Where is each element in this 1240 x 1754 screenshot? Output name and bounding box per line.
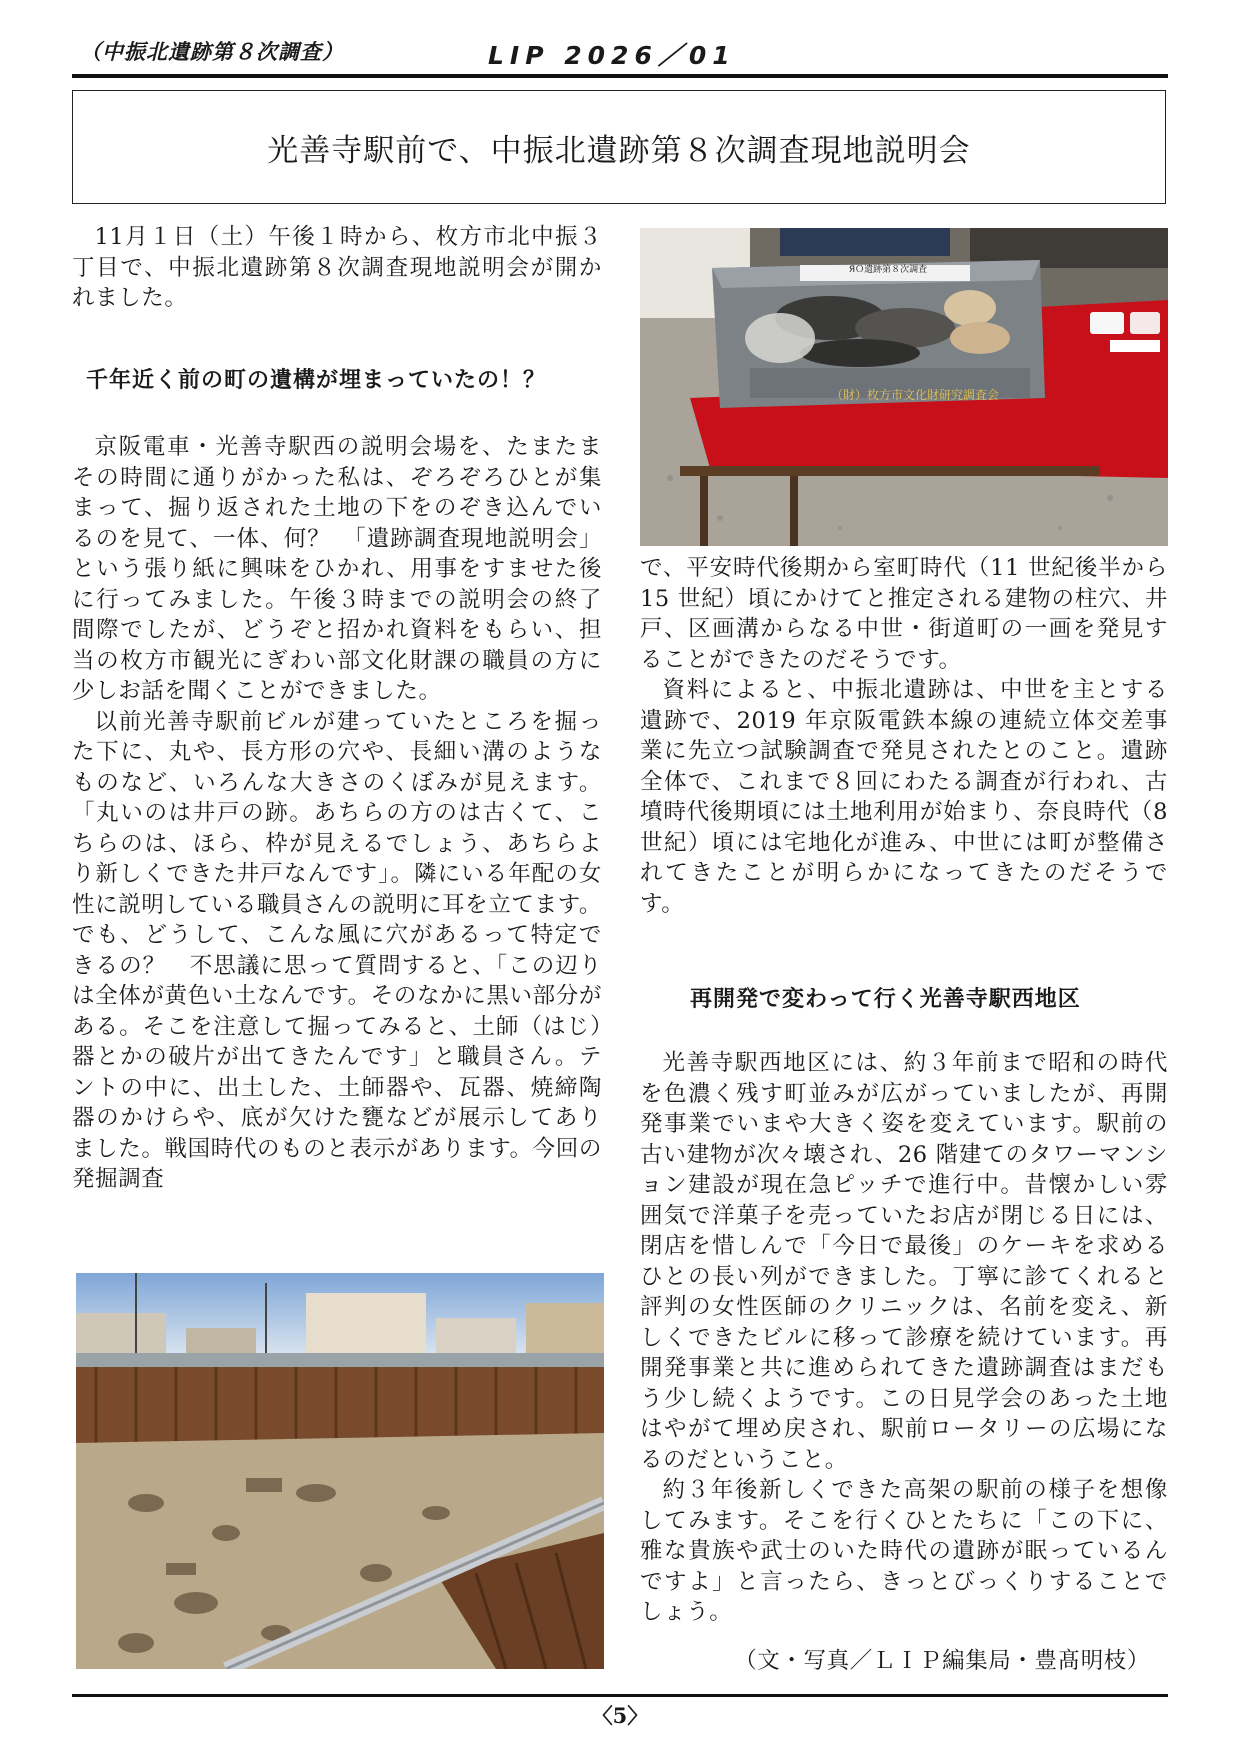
title-box: [72, 90, 1166, 204]
photo-excavation-site: [76, 1273, 604, 1669]
section2-paragraph-1: 光善寺駅西地区には、約３年前まで昭和の時代を色濃く残す町並みが広がっていましたが、再開発事業でいまや大きく姿を変えています。駅前の古い建物が次々壊され、26 階建てのタワーマンション建設が現在急ピッチで進行中。昔懐かしい雰囲気で洋菓子を売っていたお店が閉じる日には、閉店を惜しんで「今日で最後」のケーキを求めるひとの長い列ができました。丁寧に診てくれると評判の女性医師のクリニックは、名前を変え、新しくできたビルに移って診療を続けています。再開発事業と共に進められてきた遺跡調査はまだもう少し続くようです。この日見学会のあった土地はやがて埋め戻され、駅前ロータリーの広場になるのだということ。: [640, 1050, 1168, 1473]
section1-paragraph-2: 以前光善寺駅前ビルが建っていたところを掘った下に、丸や、長方形の穴や、長細い溝のようなものなど、いろんな大きさのくぼみが見えます。「丸いのは井戸の跡。あちらの方のは古くて、こちらのは、ほら、枠が見えるでしょう、あちらより新しくできた井戸なんです」。隣にいる年配の女性に説明している職員さんの説明に耳を立てます。でも、どうして、こんな風に穴があるって特定できるの？ 不思議に思って質問すると、「この辺りは全体が黄色い土なんです。そのなかに黒い部分がある。そこを注意して掘ってみると、土師（はじ）器とかの破片が出てきたんです」と職員さん。テントの中に、出土した、土師器や、瓦器、焼締陶器のかけらや、底が欠けた甕などが展示してありました。戦国時代のものと表示があります。今回の発掘調査: [72, 708, 602, 1192]
excavation-pit-illustration: [76, 1273, 604, 1669]
crate-tag: ЯＯ遺跡第８次調査: [848, 265, 928, 275]
footer-rule: [72, 1694, 1168, 1697]
right-column-text-upper: [640, 553, 1168, 919]
header-rule: [72, 74, 1168, 78]
section1-heading: 千年近く前の町の遺構が埋まっていたの！？: [86, 368, 547, 393]
section1-paragraph-4: 資料によると、中振北遺跡は、中世を主とする遺跡で、2019 年京阪電鉄本線の連続立体交差事業に先立つ試験調査で発見されたとのこと。遺跡全体で、これまで８回にわたる調査が行われ、古墳時代後期頃には土地利用が始まり、奈良時代（8 世紀）頃には宅地化が進み、中世には町が整備されてきたことが明らかになってきたのだそうです。: [640, 677, 1168, 917]
section1-paragraph-1: 京阪電車・光善寺駅西の説明会場を、たまたまその時間に通りがかった私は、ぞろぞろひとが集まって、掘り返された土地の下をのぞき込んでいるのを見て、一体、何？ 「遺跡調査現地説明会」という張り紙に興味をひかれ、用事をすませた後に行ってみました。午後３時までの説明会の終了間際でしたが、どうぞと招かれ資料をもらい、担当の枚方市観光にぎわい部文化財課の職員の方に少しお話を聞くことができました。: [72, 434, 602, 704]
header-series-label: （中振北遺跡第８次調査）: [80, 40, 344, 64]
intro-paragraph: 11月１日（土）午後１時から、枚方市北中振３丁目で、中振北遺跡第８次調査現地説明会が開かれました。: [72, 224, 602, 311]
right-column-text-lower: [640, 1048, 1168, 1628]
header-issue: LIP 2026／01: [488, 41, 736, 70]
page-number: 〈5〉: [591, 1703, 649, 1728]
intro-block: [72, 222, 602, 314]
article-credit: （文・写真／ＬＩＰ編集局・豊髙明枝）: [734, 1648, 1150, 1674]
section2-heading: 再開発で変わって行く光善寺駅西地区: [690, 987, 1081, 1012]
section2-paragraph-2: 約３年後新しくできた高架の駅前の様子を想像してみます。そこを行くひとたちに「この下に、雅な貴族や武士のいた時代の遺跡が眠っているんですよ」と言ったら、きっとびっくりすることでしょう。: [640, 1477, 1168, 1625]
photo-excavated-finds: [640, 228, 1168, 546]
left-column-text: [72, 432, 602, 1195]
section1-paragraph-3: で、平安時代後期から室町時代（11 世紀後半から 15 世紀）頃にかけてと推定される建物の柱穴、井戸、区画溝からなる中世・街道町の一画を発見することができたのだそうです。: [640, 555, 1168, 673]
crate-label: （財）枚方市文化財研究調査会: [830, 388, 999, 402]
article-title: 光善寺駅前で、中振北遺跡第８次調査現地説明会: [267, 132, 971, 169]
